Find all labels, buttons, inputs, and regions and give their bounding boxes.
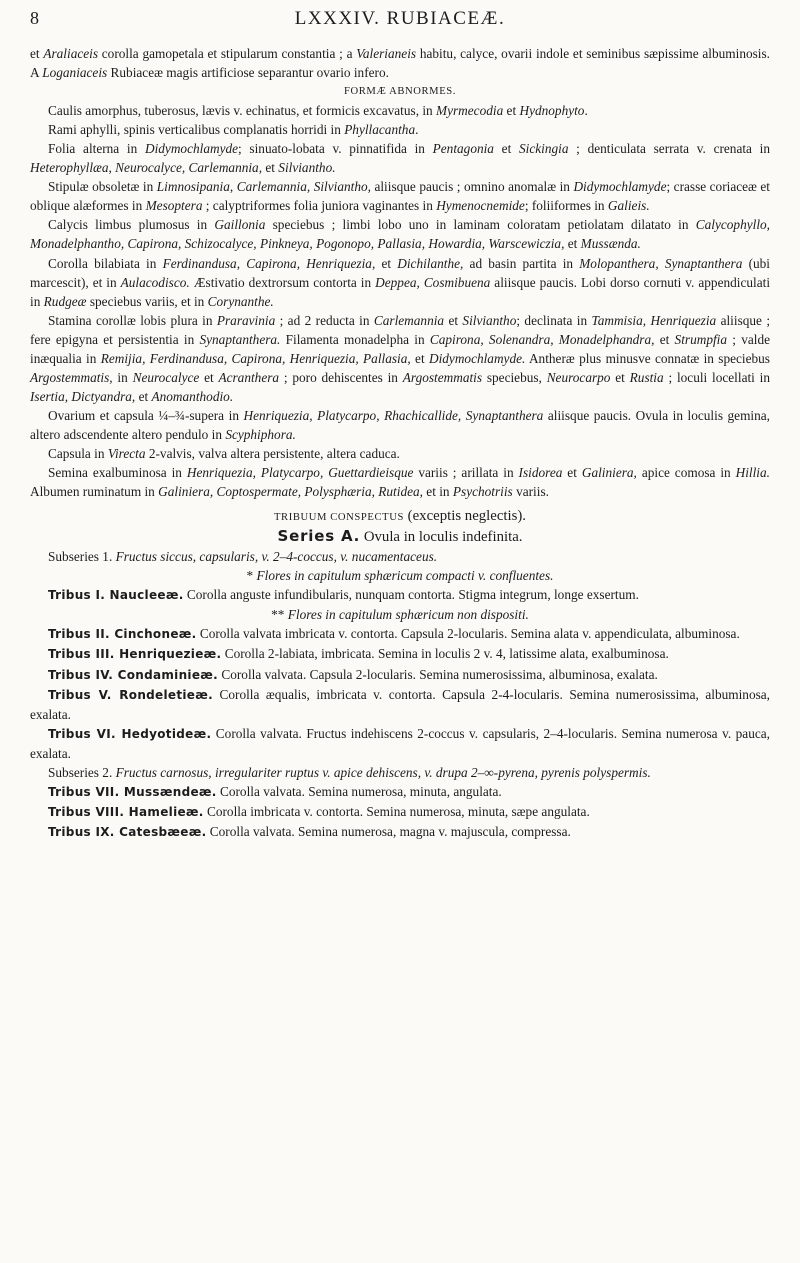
italic-term: Gaillonia bbox=[214, 217, 266, 233]
subseries-1 bbox=[30, 547, 770, 566]
tribe-name: Tribus II. Cinchoneæ. bbox=[48, 627, 197, 642]
italic-term: Anomanthodio. bbox=[151, 388, 234, 404]
italic-term: Limnosipania, Carlemannia, Silviantho, bbox=[156, 179, 371, 195]
tribe-name: Tribus VII. Mussændeæ. bbox=[48, 784, 217, 799]
text-run: variis. bbox=[512, 484, 549, 500]
text-run: et bbox=[135, 388, 152, 404]
text-run: Corolla bilabiata in bbox=[48, 255, 163, 271]
page-header bbox=[30, 8, 770, 32]
italic-term: Neurocarpo bbox=[546, 369, 611, 385]
text-run: Rubiaceæ magis artificiose separantur ovario infero. bbox=[107, 65, 389, 81]
tribe-description: Corolla anguste infundibularis, nunquam contorta. Stigma integrum, longe exsertum. bbox=[183, 587, 639, 603]
text-run: Albumen ruminatum in bbox=[30, 484, 159, 500]
paragraph-rami bbox=[30, 120, 770, 139]
italic-term: Tammisia, Henriquezia bbox=[591, 312, 717, 328]
text-run: aliisque ; fere epigyna et persistentia in bbox=[30, 312, 771, 347]
series-heading bbox=[30, 527, 770, 547]
intro-paragraph bbox=[30, 44, 770, 82]
italic-term: Didymochlamyde bbox=[144, 141, 239, 157]
paragraph-ovarium bbox=[30, 406, 770, 444]
text-run: et bbox=[410, 350, 429, 366]
tribe-name: Tribus III. Henriquezieæ. bbox=[48, 647, 222, 662]
italic-term: Henriquezia, Platycarpo, Guettardieisque bbox=[186, 465, 414, 481]
paragraph-stipulae bbox=[30, 177, 770, 215]
text-run: ; loculi locellati in bbox=[663, 369, 770, 385]
paragraph-semina bbox=[30, 463, 770, 501]
paragraph-capsula bbox=[30, 444, 770, 463]
series-label: Series A. bbox=[277, 527, 361, 546]
text-run: et bbox=[503, 103, 520, 119]
italic-term: Isidorea bbox=[518, 465, 563, 481]
tribe-description: Corolla imbricata v. contorta. Semina numerosa, minuta, sæpe angulata. bbox=[203, 803, 590, 819]
text-run: et bbox=[564, 236, 581, 252]
italic-term: Ferdinandusa, Capirona, Henriquezia, bbox=[162, 255, 376, 271]
group-heading-1: * Flores in capitulum sphæricum compacti v. confluentes. bbox=[246, 568, 554, 584]
tribe-entry bbox=[30, 822, 770, 842]
text-run: et bbox=[199, 369, 219, 385]
text-run: Subseries 1. bbox=[48, 549, 116, 565]
text-run: Rami aphylli, spinis verticalibus complanatis horridi in bbox=[48, 122, 345, 138]
section-heading-formae-abnormes: FORMÆ ABNORMES. bbox=[343, 86, 457, 98]
text-run: et bbox=[654, 331, 675, 347]
italic-term: Strumpfia bbox=[674, 331, 728, 347]
paragraph-corolla bbox=[30, 254, 770, 311]
tribe-description: Corolla valvata. Semina numerosa, magna v. majuscula, compressa. bbox=[206, 823, 571, 839]
text-run: et bbox=[375, 255, 398, 271]
text-run: speciebus ; limbi lobo uno in laminam coloratam petiolatam dilatato in bbox=[265, 217, 696, 233]
text-run: Caulis amorphus, tuberosus, lævis v. echinatus, et formicis excavatus, in bbox=[48, 103, 437, 119]
text-run: (ubi marcescit), et in bbox=[30, 255, 770, 290]
italic-term: Phyllacantha bbox=[344, 122, 416, 138]
page-body bbox=[30, 44, 770, 842]
text-run: ; poro dehiscentes in bbox=[279, 369, 403, 385]
italic-term: Psychotriis bbox=[452, 484, 513, 500]
italic-term: Galiniera, Coptospermate, Polysphæria, Rutidea, bbox=[158, 484, 423, 500]
page-number: 8 bbox=[30, 8, 39, 28]
tribe-entry bbox=[30, 782, 770, 802]
text-run: ; denticulata serrata v. crenata in bbox=[568, 141, 771, 157]
text-run: . bbox=[584, 103, 588, 119]
italic-term: Silviantho. bbox=[278, 160, 336, 176]
text-run: 2-valvis, valva altera persistente, altera caduca. bbox=[145, 445, 400, 461]
text-run: corolla gamopetala et stipularum constantia ; a bbox=[98, 46, 357, 61]
tribes-list-c bbox=[30, 782, 770, 842]
italic-term: Hillia. bbox=[735, 465, 770, 481]
conspectus-caps: TRIBUUM CONSPECTUS bbox=[273, 512, 404, 524]
text-run: in bbox=[112, 369, 133, 385]
text-run: ; crasse coriaceæ et oblique alæformes in bbox=[30, 179, 770, 214]
text-run: ad basin partita in bbox=[463, 255, 580, 271]
paragraph-calycis bbox=[30, 215, 770, 253]
italic-term: Isertia, Dictyandra, bbox=[30, 388, 136, 404]
italic-term: Aulacodisco. bbox=[120, 274, 190, 290]
tribe-name: Tribus V. Rondeletieæ. bbox=[48, 687, 213, 702]
italic-term: Dichilanthe, bbox=[397, 255, 464, 271]
tribes-list-a bbox=[30, 585, 770, 605]
italic-term: Remijia, Ferdinandusa, Capirona, Henriquezia, Pallasia, bbox=[100, 350, 411, 366]
italic-term: Didymochlamyde bbox=[573, 179, 667, 195]
tribe-entry bbox=[30, 685, 770, 724]
tribe-name: Tribus IX. Catesbæeæ. bbox=[48, 824, 207, 839]
italic-term: Pentagonia bbox=[432, 141, 494, 157]
italic-term: Carlemannia bbox=[373, 312, 445, 328]
text-run: ; ad 2 reducta in bbox=[275, 312, 374, 328]
paragraph-stamina bbox=[30, 311, 770, 406]
italic-term: Fructus carnosus, irregulariter ruptus v. apice dehiscens, v. drupa 2–∞-pyrena, pyrenis polyspermis. bbox=[115, 764, 651, 780]
text-run: habitu, calyce, ovarii indole et seminibus sæpissime albuminosis. A bbox=[30, 46, 770, 81]
tribe-description: Corolla valvata imbricata v. contorta. Capsula 2-locularis. Semina alata v. appendiculata, albuminosa. bbox=[196, 626, 740, 642]
italic-term: Argostemmatis bbox=[402, 369, 483, 385]
italic-term: Mussænda. bbox=[580, 236, 641, 252]
italic-term: Galieis. bbox=[607, 198, 650, 214]
conspectus-heading bbox=[30, 506, 770, 527]
tribe-entry bbox=[30, 724, 770, 763]
text-run: et bbox=[444, 312, 463, 328]
italic-term: Rudgeæ bbox=[43, 293, 87, 309]
italic-term: Sickingia bbox=[518, 141, 569, 157]
italic-term: Henriquezia, Platycarpo, Rhachicallide, Synaptanthera bbox=[243, 407, 544, 423]
italic-term: Acranthera bbox=[218, 369, 280, 385]
italic-term: Mesoptera bbox=[145, 198, 203, 214]
italic-term: Molopanthera, Synaptanthera bbox=[579, 255, 743, 271]
text-run: ; calyptriformes folia juniora vaginantes in bbox=[202, 198, 437, 214]
tribe-name: Tribus VIII. Hamelieæ. bbox=[48, 804, 204, 819]
italic-term: Calycophyllo, Monadelphantho, Capirona, Schizocalyce, Pinkneya, Pogonopo, Pallasia, Howardia, Warscewiczia, bbox=[30, 217, 770, 252]
series-text: Ovula in loculis indefinita. bbox=[360, 529, 523, 546]
text-run: Ovarium et capsula ¼–¾-supera in bbox=[48, 407, 244, 423]
running-title: LXXXIV. RUBIACEÆ. bbox=[294, 8, 506, 29]
text-run: ; foliiformes in bbox=[524, 198, 608, 214]
italic-term: Deppea, Cosmibuena bbox=[375, 274, 491, 290]
paragraph-caulis bbox=[30, 101, 770, 120]
italic-term: Virecta bbox=[107, 445, 146, 461]
text-run: Semina exalbuminosa in bbox=[48, 465, 187, 481]
text-run: Calycis limbus plumosus in bbox=[48, 217, 215, 233]
italic-term: Galiniera, bbox=[581, 465, 637, 481]
text-run: . bbox=[415, 122, 419, 138]
text-run: et bbox=[30, 46, 44, 61]
tribe-entry bbox=[30, 665, 770, 685]
italic-term: Synaptanthera. bbox=[199, 331, 281, 347]
group-2-text: Flores in capitulum sphæricum non dispositi. bbox=[287, 607, 529, 623]
group-heading-2: ** Flores in capitulum sphæricum non dispositi. bbox=[271, 607, 529, 623]
italic-term: Valerianeis bbox=[356, 46, 417, 61]
text-run: et bbox=[610, 369, 630, 385]
text-run: Antheræ plus minusve connatæ in speciebus bbox=[525, 350, 770, 366]
conspectus-rest: (exceptis neglectis). bbox=[403, 508, 527, 525]
text-run: speciebus, bbox=[482, 369, 547, 385]
italic-term: Neurocalyce bbox=[132, 369, 200, 385]
tribe-description: Corolla valvata. Fructus indehiscens 2-coccus v. capsularis, 2–4-locularis. Semina numerosa v. pauca, exalata. bbox=[30, 725, 770, 761]
italic-term: Heterophyllæa, Neurocalyce, Carlemannia, bbox=[30, 160, 263, 176]
italic-term: Rustia bbox=[629, 369, 664, 385]
tribe-entry bbox=[30, 585, 770, 605]
text-run: Stamina corollæ lobis plura in bbox=[48, 312, 217, 328]
text-run: speciebus variis, et in bbox=[86, 293, 208, 309]
text-run: Subseries 2. bbox=[48, 764, 116, 780]
tribe-description: Corolla valvata. Semina numerosa, minuta, angulata. bbox=[216, 783, 502, 799]
italic-term: Loganiaceis bbox=[42, 65, 108, 81]
text-run: apice comosa in bbox=[636, 465, 736, 481]
text-run: et in bbox=[422, 484, 453, 500]
tribes-list-b bbox=[30, 624, 770, 762]
text-run: variis ; arillata in bbox=[413, 465, 519, 481]
italic-term: Scyphiphora. bbox=[225, 426, 296, 442]
italic-term: Silviantho bbox=[462, 312, 517, 328]
italic-term: Araliaceis bbox=[43, 46, 99, 61]
text-run: aliisque paucis ; omnino anomalæ in bbox=[370, 179, 574, 195]
italic-term: Praravinia bbox=[216, 312, 276, 328]
italic-term: Hydnophyto bbox=[519, 103, 585, 119]
italic-term: Argostemmatis, bbox=[30, 369, 113, 385]
text-run: et bbox=[262, 160, 279, 176]
tribe-name: Tribus IV. Condaminieæ. bbox=[48, 667, 219, 682]
tribe-entry bbox=[30, 624, 770, 644]
text-run: Capsula in bbox=[48, 445, 108, 461]
tribe-entry bbox=[30, 802, 770, 822]
text-run: aliisque paucis. Ovula in loculis gemina, altero adscendente altero pendulo in bbox=[30, 407, 770, 442]
text-run: et bbox=[493, 141, 519, 157]
text-run: Filamenta monadelpha in bbox=[280, 331, 430, 347]
italic-term: Didymochlamyde. bbox=[428, 350, 526, 366]
text-run: aliisque paucis. Lobi dorso cornuti v. appendiculati in bbox=[30, 274, 771, 309]
tribe-name: Tribus I. Naucleeæ. bbox=[48, 588, 184, 603]
text-run: Folia alterna in bbox=[48, 141, 145, 157]
text-run: ; sinuato-lobata v. pinnatifida in bbox=[238, 141, 433, 157]
italic-term: Myrmecodia bbox=[436, 103, 504, 119]
tribe-description: Corolla æqualis, imbricata v. contorta. Capsula 2-4-locularis. Semina numerosissima, albuminosa, exalata. bbox=[30, 686, 770, 722]
text-run: et bbox=[562, 465, 582, 481]
italic-term: Hymenocnemide bbox=[436, 198, 525, 214]
text-run: Stipulæ obsoletæ in bbox=[48, 179, 157, 195]
italic-term: Fructus siccus, capsularis, v. 2–4-coccus, v. nucamentaceus. bbox=[115, 549, 438, 565]
tribe-description: Corolla 2-labiata, imbricata. Semina in loculis 2 v. 4, latissime alata, exalbuminosa. bbox=[221, 646, 669, 662]
text-run: Æstivatio dextrorsum contorta in bbox=[189, 274, 376, 290]
tribe-name: Tribus VI. Hedyotideæ. bbox=[48, 726, 212, 741]
tribe-entry bbox=[30, 644, 770, 664]
paragraph-folia bbox=[30, 139, 770, 177]
group-1-text: Flores in capitulum sphæricum compacti v. confluentes. bbox=[256, 568, 554, 584]
italic-term: Capirona, Solenandra, Monadelphandra, bbox=[429, 331, 655, 347]
subseries-2 bbox=[30, 763, 770, 782]
tribe-description: Corolla valvata. Capsula 2-locularis. Semina numerosissima, albuminosa, exalata. bbox=[218, 666, 658, 682]
text-run: ; valde inæqualia in bbox=[30, 331, 770, 366]
italic-term: Corynanthe. bbox=[207, 293, 274, 309]
text-run: ; declinata in bbox=[516, 312, 592, 328]
